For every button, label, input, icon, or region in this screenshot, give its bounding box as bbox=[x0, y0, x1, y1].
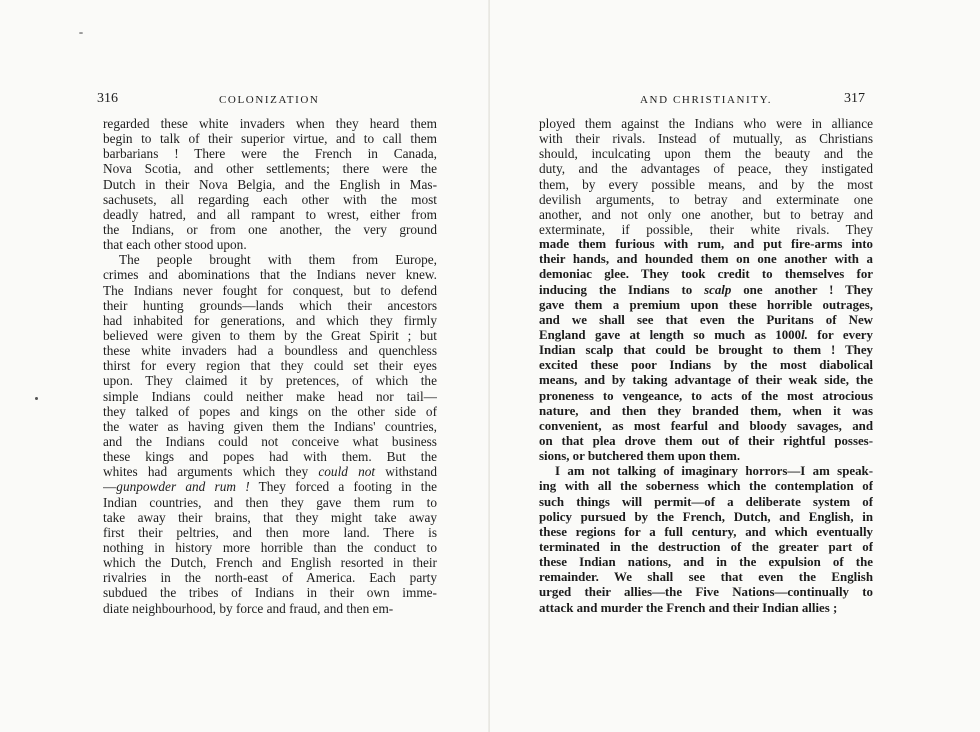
line-text: them, by every possible means, and by the most bbox=[539, 176, 873, 192]
line-text: regarded these white invaders when they heard them bbox=[103, 116, 437, 131]
text-line bbox=[103, 146, 437, 161]
line-text: urged their allies—the Five Nations—continually to bbox=[539, 585, 873, 600]
line-text: first their peltries, and then more land. There is bbox=[103, 524, 437, 540]
line-text: should, inculcating upon them the beauty and the bbox=[539, 146, 873, 162]
line-text: their hunting grounds—lands which their ancestors bbox=[103, 297, 437, 313]
text-line bbox=[539, 555, 873, 570]
line-text: demoniac glee. They took credit to themselves for bbox=[539, 267, 873, 282]
line-text: diate neighbourhood, by force and fraud, and then em- bbox=[103, 600, 394, 616]
line-text: proneness to vengeance, to acts of the most atrocious bbox=[539, 388, 873, 403]
italic-text: l. bbox=[801, 327, 808, 342]
text-line bbox=[103, 116, 437, 131]
line-text: simple Indians could neither make head nor tail— bbox=[103, 388, 437, 404]
line-text: devilish arguments, to betray and exterminate one bbox=[539, 191, 873, 207]
text-line bbox=[539, 419, 873, 434]
text-line bbox=[103, 283, 437, 298]
right-running-head: AND CHRISTIANITY. bbox=[640, 94, 773, 106]
text-line bbox=[539, 570, 873, 585]
text-line bbox=[103, 525, 437, 540]
line-text: remainder. We shall see that even the English bbox=[539, 570, 873, 585]
text-line bbox=[539, 283, 873, 298]
text-line bbox=[103, 298, 437, 313]
text-line bbox=[539, 222, 873, 237]
text-line bbox=[103, 313, 437, 328]
text-line bbox=[103, 131, 437, 146]
line-text: and we shall see that even the Puritans of New bbox=[539, 312, 873, 327]
left-page-number: 316 bbox=[97, 91, 118, 106]
line-text: crimes and abominations that the Indians never knew. bbox=[103, 267, 437, 283]
text-line bbox=[539, 601, 873, 616]
line-text: these regions for a full century, and which eventually bbox=[539, 524, 873, 539]
line-text: made them furious with rum, and put fire-arms into bbox=[539, 237, 873, 252]
line-text: convenient, as most fearful and bloody savages, and bbox=[539, 418, 873, 433]
text-line bbox=[539, 207, 873, 222]
line-text: rivalries in the north-east of America. Each party bbox=[103, 570, 437, 586]
text-line bbox=[539, 358, 873, 373]
text-line bbox=[103, 479, 437, 494]
text-line bbox=[103, 177, 437, 192]
italic-text: gunpowder and rum ! bbox=[116, 479, 250, 495]
text-line bbox=[539, 389, 873, 404]
right-page-text bbox=[539, 116, 873, 616]
line-text: means, and by taking advantage of their weak side, the bbox=[539, 373, 873, 388]
line-text: and the Indians could not conceive what business bbox=[103, 433, 437, 449]
text-line bbox=[103, 585, 437, 600]
text-line bbox=[539, 479, 873, 494]
text-line bbox=[539, 343, 873, 358]
line-text: for every bbox=[807, 327, 873, 342]
text-line bbox=[103, 434, 437, 449]
text-line bbox=[539, 449, 873, 464]
line-text: whites had arguments which they bbox=[103, 464, 319, 480]
line-text: withstand bbox=[375, 464, 437, 480]
line-text: nothing in history more horrible than the conduct to bbox=[103, 539, 437, 555]
text-line bbox=[539, 161, 873, 176]
scan-speck bbox=[79, 32, 83, 34]
line-text: the water as having given them the Indians' countries, bbox=[103, 418, 437, 434]
text-line bbox=[103, 601, 437, 616]
line-text: these white invaders had a boundless and quenchless bbox=[103, 343, 437, 359]
text-line bbox=[539, 585, 873, 600]
text-line bbox=[539, 252, 873, 267]
line-text: I am not talking of imaginary horrors—I am speak- bbox=[555, 464, 873, 479]
text-line bbox=[539, 192, 873, 207]
text-line bbox=[103, 449, 437, 464]
line-text: Dutch in their Nova Belgia, and the English in Mas- bbox=[103, 176, 437, 192]
text-line bbox=[539, 298, 873, 313]
line-text: ployed them against the Indians who were in alliance bbox=[539, 116, 873, 131]
italic-text: could not bbox=[318, 464, 376, 480]
line-text: these kings and popes had with them. But the bbox=[103, 449, 437, 465]
right-page bbox=[490, 0, 980, 732]
line-text: excited these poor Indians by the most diabolical bbox=[539, 358, 873, 373]
line-text: that each other stood upon. bbox=[103, 237, 247, 253]
text-line bbox=[539, 267, 873, 282]
italic-text: scalp bbox=[704, 282, 732, 297]
line-text: Nova Scotia, and other settlements; there were the bbox=[103, 161, 437, 177]
line-text: duty, and the advantages of peace, they instigated bbox=[539, 161, 873, 177]
left-page-header bbox=[97, 91, 457, 110]
line-text: The Indians never fought for conquest, but to defend bbox=[103, 282, 437, 298]
text-line bbox=[103, 161, 437, 176]
line-text: take away their brains, that they might take away bbox=[103, 509, 437, 525]
line-text: thirst for every region that they could set their eyes bbox=[103, 358, 437, 374]
text-line bbox=[103, 389, 437, 404]
line-text: the Indians, or from one another, the very ground bbox=[103, 221, 437, 237]
text-line bbox=[539, 373, 873, 388]
left-page-text bbox=[103, 116, 437, 616]
line-text: such things will permit—of a deliberate system of bbox=[539, 494, 873, 509]
text-line bbox=[539, 525, 873, 540]
line-text: on that plea drove them out of their rightful posses- bbox=[539, 433, 873, 448]
text-line bbox=[103, 540, 437, 555]
line-text: inducing the Indians to bbox=[539, 282, 705, 297]
text-line bbox=[539, 116, 873, 131]
text-line bbox=[539, 434, 873, 449]
line-text: sions, or butchered them upon them. bbox=[539, 449, 741, 464]
text-line bbox=[103, 373, 437, 388]
line-text: these Indian nations, and in the expulsion of the bbox=[539, 555, 873, 570]
text-line bbox=[103, 464, 437, 479]
text-line bbox=[539, 131, 873, 146]
text-line bbox=[539, 510, 873, 525]
text-line bbox=[103, 419, 437, 434]
text-line bbox=[103, 207, 437, 222]
text-line bbox=[103, 192, 437, 207]
line-text: Indian countries, and then they gave them rum to bbox=[103, 494, 437, 510]
line-text: had inhabited for generations, and which they firmly bbox=[103, 312, 437, 328]
text-line bbox=[103, 252, 437, 267]
line-text: Indian scalp that could be brought to them ! They bbox=[539, 343, 873, 358]
line-text: nature, and then they branded them, when it was bbox=[539, 403, 873, 418]
line-text: with their rivals. Instead of mutually, as Christians bbox=[539, 131, 873, 147]
line-text: deadly hatred, and all rampant to wrest, either from bbox=[103, 206, 437, 222]
text-line bbox=[103, 404, 437, 419]
right-page-number: 317 bbox=[844, 91, 865, 106]
text-line bbox=[103, 222, 437, 237]
text-line bbox=[103, 237, 437, 252]
line-text: which the Dutch, French and English resorted in their bbox=[103, 555, 437, 571]
text-line bbox=[103, 570, 437, 585]
line-text: believed were given to them by the Great Spirit ; but bbox=[103, 327, 437, 343]
line-text: attack and murder the French and their Indian allies ; bbox=[539, 600, 838, 615]
text-line bbox=[103, 555, 437, 570]
text-line bbox=[539, 313, 873, 328]
left-running-head: COLONIZATION bbox=[219, 94, 320, 106]
line-text: The people brought with them from Europe, bbox=[119, 252, 437, 268]
text-line bbox=[539, 404, 873, 419]
line-text: another, and not only one another, but to betray and bbox=[539, 206, 873, 222]
scan-speck bbox=[35, 397, 38, 400]
line-text: their hands, and hounded them on one another with a bbox=[539, 252, 873, 267]
text-line bbox=[539, 464, 873, 479]
text-line bbox=[103, 495, 437, 510]
text-line bbox=[103, 328, 437, 343]
line-text: one another ! They bbox=[731, 282, 873, 297]
line-text: policy pursued by the French, Dutch, and English, in bbox=[539, 509, 873, 524]
text-line bbox=[539, 495, 873, 510]
text-line bbox=[539, 237, 873, 252]
text-line bbox=[539, 540, 873, 555]
line-text: England gave at length so much as 1000 bbox=[539, 327, 802, 342]
text-line bbox=[103, 267, 437, 282]
right-page-header bbox=[640, 91, 872, 110]
line-text: ing with all the soberness which the contemplation of bbox=[539, 479, 873, 494]
line-text: exterminate, if possible, their white rivals. They bbox=[539, 221, 873, 237]
text-line bbox=[103, 358, 437, 373]
text-line bbox=[103, 510, 437, 525]
line-text: terminated in the destruction of the greater part of bbox=[539, 539, 873, 554]
line-text: begin to talk of their superior virtue, and to call them bbox=[103, 131, 437, 147]
line-text: barbarians ! There were the French in Canada, bbox=[103, 146, 437, 162]
line-text: subdued the tribes of Indians in their own imme- bbox=[103, 585, 437, 601]
text-line bbox=[539, 177, 873, 192]
text-line bbox=[539, 146, 873, 161]
text-line bbox=[539, 328, 873, 343]
text-line bbox=[103, 343, 437, 358]
line-text: They forced a footing in the bbox=[249, 479, 437, 495]
line-text: sachusets, all regarding each other with the most bbox=[103, 191, 437, 207]
line-text: — bbox=[103, 479, 117, 495]
line-text: gave them a premium upon these horrible outrages, bbox=[539, 297, 873, 312]
line-text: upon. They claimed it by pretences, of which the bbox=[103, 373, 437, 389]
line-text: they talked of popes and kings on the other side of bbox=[103, 403, 437, 419]
